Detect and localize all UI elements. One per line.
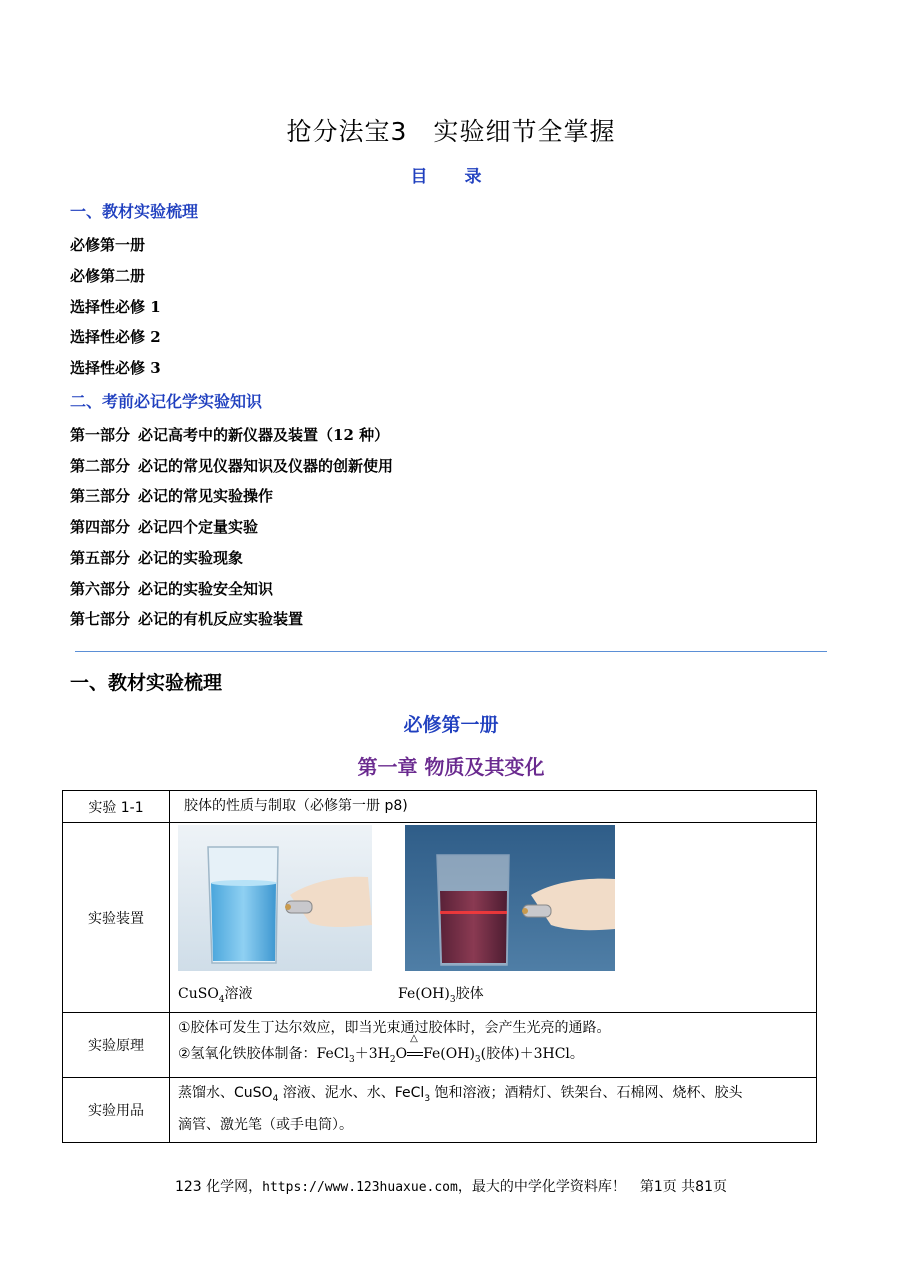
divider xyxy=(75,651,827,652)
toc-item-1[interactable]: 必修第一册 xyxy=(70,236,146,254)
materials-part: 蒸馏水、CuSO xyxy=(178,1084,273,1101)
chapter-heading: 第一章 物质及其变化 xyxy=(357,755,545,779)
eq-subscript: 2 xyxy=(389,1054,396,1065)
footer-url[interactable]: https://www.123huaxue.com xyxy=(262,1180,458,1195)
eq-part: ＋3H xyxy=(354,1046,390,1062)
apparatus-cell xyxy=(170,823,817,1013)
principle-label: 实验原理 xyxy=(63,1013,170,1078)
part-title: 必记的实验安全知识 xyxy=(138,580,274,598)
toc-section-1[interactable]: 一、教材实验梳理 xyxy=(70,202,199,221)
heating-arrow xyxy=(407,1033,423,1067)
toc-section-2[interactable]: 二、考前必记化学实验知识 xyxy=(70,392,263,411)
book-heading: 必修第一册 xyxy=(403,714,499,736)
eq-subscript: 3 xyxy=(349,1054,355,1065)
toc-item-2[interactable]: 必修第二册 xyxy=(70,267,146,285)
cuso4-caption xyxy=(178,983,253,1005)
feoh3-beaker-photo xyxy=(405,825,615,971)
caption-subscript: 3 xyxy=(449,994,456,1005)
part-number: 第七部分 xyxy=(70,610,131,628)
footer-page-info: ，最大的中学化学资料库！ 第1页 共81页 xyxy=(457,1179,727,1195)
part-number: 第三部分 xyxy=(70,487,131,505)
principle-prefix: ②氢氧化铁胶体制备： xyxy=(178,1046,317,1062)
apparatus-label: 实验装置 xyxy=(63,823,170,1013)
materials-subscript: 4 xyxy=(272,1093,279,1104)
caption-subscript: 4 xyxy=(218,994,225,1005)
experiment-title: 胶体的性质与制取（必修第一册 p8) xyxy=(184,798,408,814)
part-number: 第一部分 xyxy=(70,426,131,444)
cuso4-beaker-photo xyxy=(178,825,372,971)
materials-line-2: 滴管、激光笔（或手电筒）。 xyxy=(178,1116,353,1133)
document-title: 抢分法宝3 实验细节全掌握 xyxy=(286,117,616,146)
footer-site: 123 化学网， xyxy=(174,1179,263,1195)
apparatus-photos xyxy=(170,823,816,1009)
toc-part-5[interactable] xyxy=(70,547,243,568)
principle-text xyxy=(170,1013,816,1077)
section-heading: 一、教材实验梳理 xyxy=(70,672,223,694)
caption-formula: CuSO xyxy=(178,986,219,1002)
toc-part-7[interactable] xyxy=(70,608,303,629)
eq-part: (胶体)＋3HCl。 xyxy=(480,1046,584,1062)
toc-part-3[interactable] xyxy=(70,485,273,506)
equals-sign xyxy=(407,1052,423,1056)
principle-line-1: ①胶体可发生丁达尔效应，即当光束通过胶体时，会产生光亮的通路。 xyxy=(178,1020,611,1036)
experiment-title-cell xyxy=(170,791,817,823)
part-title: 必记四个定量实验 xyxy=(138,518,259,536)
part-title: 必记高考中的新仪器及装置（12 种） xyxy=(138,426,390,444)
materials-cell xyxy=(170,1077,817,1142)
principle-line-2 xyxy=(178,1033,808,1073)
materials-subscript: 3 xyxy=(424,1093,431,1104)
reaction-equation xyxy=(316,1033,584,1065)
toc-part-1[interactable] xyxy=(70,424,389,445)
principle-cell xyxy=(170,1013,817,1078)
materials-text xyxy=(170,1078,816,1142)
part-title: 必记的常见实验操作 xyxy=(138,487,274,505)
experiment-table xyxy=(62,790,817,1143)
toc-heading: 目 录 xyxy=(410,167,492,187)
experiment-id: 实验 1-1 xyxy=(63,791,170,823)
toc-part-2[interactable] xyxy=(70,455,393,476)
caption-text: 溶液 xyxy=(224,986,253,1002)
toc-part-6[interactable] xyxy=(70,578,273,599)
part-title: 必记的实验现象 xyxy=(138,549,244,567)
page-footer xyxy=(0,1176,902,1196)
part-title: 必记的有机反应实验装置 xyxy=(138,610,304,628)
toc-item-3[interactable]: 选择性必修 1 xyxy=(70,298,161,316)
materials-label: 实验用品 xyxy=(63,1077,170,1142)
materials-part: 饱和溶液；酒精灯、铁架台、石棉网、烧杯、胶头 xyxy=(430,1084,743,1101)
delta-icon: △ xyxy=(410,1033,418,1044)
toc-item-4[interactable]: 选择性必修 2 xyxy=(70,328,161,346)
materials-part: 溶液、泥水、水、FeCl xyxy=(278,1084,425,1101)
caption-formula: Fe(OH) xyxy=(398,986,450,1002)
materials-line-1 xyxy=(178,1080,808,1112)
eq-part: FeCl xyxy=(316,1046,349,1062)
part-number: 第六部分 xyxy=(70,580,131,598)
eq-part: Fe(OH) xyxy=(423,1046,475,1062)
toc-item-5[interactable]: 选择性必修 3 xyxy=(70,359,161,377)
part-number: 第四部分 xyxy=(70,518,131,536)
caption-text: 胶体 xyxy=(455,986,484,1002)
part-number: 第二部分 xyxy=(70,457,131,475)
eq-subscript: 3 xyxy=(474,1054,481,1065)
part-title: 必记的常见仪器知识及仪器的创新使用 xyxy=(138,457,394,475)
eq-part: O xyxy=(395,1046,408,1062)
toc-part-4[interactable] xyxy=(70,516,258,537)
feoh3-caption xyxy=(398,983,484,1005)
part-number: 第五部分 xyxy=(70,549,131,567)
